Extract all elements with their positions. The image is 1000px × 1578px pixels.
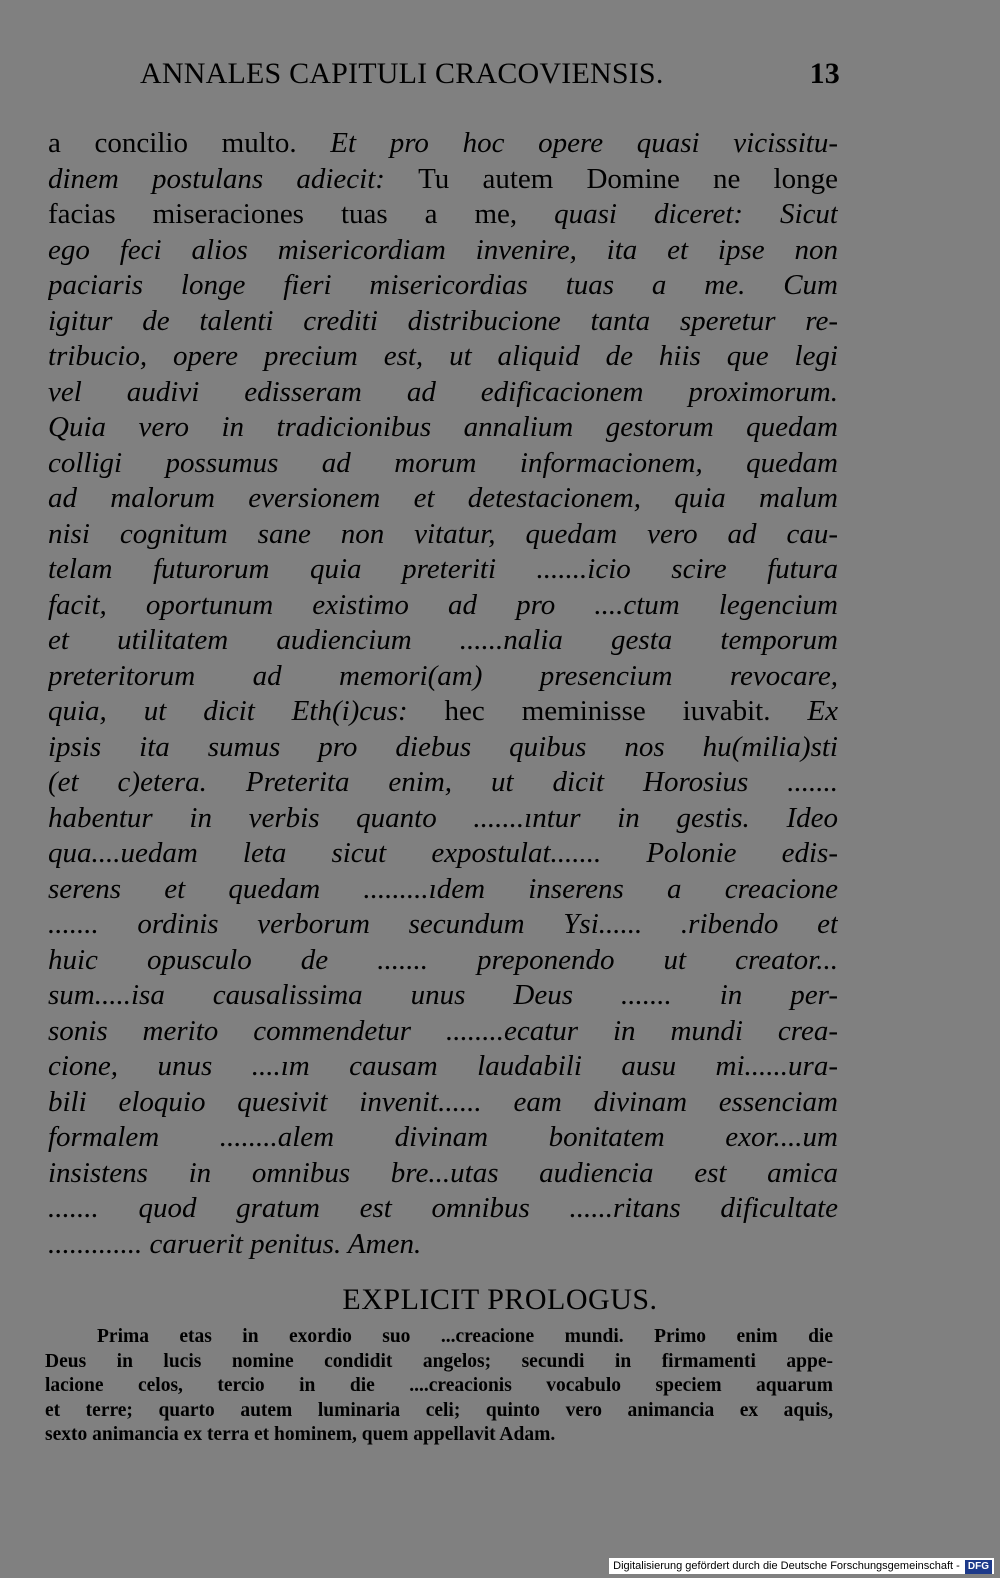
text-line: [48, 1085, 838, 1121]
italic-segment: sum.....isa causalissima unus Deus ....... in per-: [48, 979, 838, 1011]
text-line: [48, 872, 838, 908]
italic-segment: ego feci alios misericordiam invenire, ita et ipse non: [48, 233, 838, 266]
italic-segment: formalem ........alem divinam bonitatem exor....um: [48, 1121, 838, 1153]
italic-segment: quia, ut dicit Eth(i)cus:: [48, 695, 445, 727]
text-line: [48, 836, 838, 872]
italic-segment: colligi possumus ad morum informacionem, quedam: [48, 446, 838, 479]
text-line: [48, 304, 838, 340]
text-line: [48, 375, 838, 411]
roman-segment: Tu autem Domine ne longe: [418, 162, 838, 195]
footnote-line: Prima etas in exordio suo ...creacione mundi. Primo enim die: [97, 1326, 833, 1347]
footnote-line: lacione celos, tercio in die ....creacionis vocabulo speciem aquarum: [45, 1375, 833, 1396]
footnote-line: Deus in lucis nomine condidit angelos; secundi in firmamenti appe-: [45, 1350, 833, 1372]
italic-segment: habentur in verbis quanto .......ıntur in gestis. Ideo: [48, 801, 838, 834]
text-line: [48, 1049, 838, 1085]
italic-segment: huic opusculo de ....... preponendo ut creator...: [48, 943, 838, 976]
running-title: ANNALES CAPITULI CRACOVIENSIS.: [140, 57, 664, 90]
italic-segment: ipsis ita sumus pro diebus quibus nos hu(milia)sti: [48, 730, 838, 763]
italic-segment: ............. caruerit penitus. Amen.: [48, 1227, 422, 1260]
text-line: [48, 162, 838, 198]
dfg-credit-bar: [609, 1558, 994, 1574]
italic-segment: ....... ordinis verborum secundum Ysi...... .ribendo et: [48, 908, 838, 940]
text-line: [48, 268, 838, 304]
italic-segment: cione, unus ....ım causam laudabili ausu mi......ura-: [48, 1050, 838, 1082]
text-line: [48, 552, 838, 588]
prologue-text: [48, 126, 838, 1262]
footnote-line: sexto animancia ex terra et hominem, quem appellavit Adam.: [45, 1424, 556, 1445]
italic-segment: paciaris longe fieri misericordias tuas a me. Cum: [48, 269, 838, 301]
text-line: [48, 694, 838, 730]
text-line: [48, 339, 838, 375]
italic-segment: serens et quedam .........ıdem inserens a creacione: [48, 872, 838, 905]
italic-segment: qua....uedam leta sicut expostulat....... Polonie edis-: [48, 837, 838, 869]
text-line: [48, 1120, 838, 1156]
text-line: [48, 623, 838, 659]
text-line: [48, 197, 838, 233]
text-line: [48, 1014, 838, 1050]
text-line: [48, 1156, 838, 1192]
text-line: [48, 446, 838, 482]
text-line: [48, 730, 838, 766]
text-line: [48, 481, 838, 517]
italic-segment: quasi diceret: Sicut: [554, 198, 838, 230]
italic-segment: Ex: [807, 695, 838, 727]
text-line: [48, 233, 838, 269]
roman-segment: facias miseraciones tuas a me,: [48, 198, 555, 230]
text-line: [48, 943, 838, 979]
italic-segment: ad malorum eversionem et detestacionem, quia malum: [48, 482, 838, 514]
italic-segment: et utilitatem audiencium ......nalia gesta temporum: [48, 624, 838, 656]
italic-segment: vel audivi edisseram ad edificacionem proximorum.: [48, 375, 838, 408]
italic-segment: Et pro hoc opere quasi vicissitu-: [330, 127, 838, 159]
italic-segment: bili eloquio quesivit invenit...... eam divinam essenciam: [48, 1085, 838, 1118]
text-line: [48, 517, 838, 553]
roman-segment: hec meminisse iuvabit.: [444, 695, 808, 727]
text-line: [48, 126, 838, 162]
explicit-heading: EXPLICIT PROLOGUS.: [342, 1283, 658, 1316]
text-line: [48, 659, 838, 695]
italic-segment: (et c)etera. Preterita enim, ut dicit Horosius .......: [48, 766, 838, 798]
text-line: [48, 907, 838, 943]
italic-segment: dinem postulans adiecit:: [48, 162, 419, 195]
italic-segment: igitur de talenti crediti distribucione tanta speretur re-: [48, 304, 838, 337]
italic-segment: telam futurorum quia preteriti .......icio scire futura: [48, 553, 838, 585]
footnote-line: et terre; quarto autem luminaria celi; quinto vero animancia ex aquis,: [45, 1399, 833, 1421]
italic-segment: insistens in omnibus bre...utas audiencia est amica: [48, 1156, 838, 1189]
text-line: [48, 1191, 838, 1227]
running-header: [140, 52, 840, 96]
page-number: 13: [809, 57, 840, 90]
text-line: [48, 801, 838, 837]
italic-segment: tribucio, opere precium est, ut aliquid de hiis que legi: [48, 340, 838, 372]
italic-segment: sonis merito commendetur ........ecatur in mundi crea-: [48, 1014, 838, 1047]
text-line: [48, 588, 838, 624]
dfg-logo: DFG: [965, 1560, 992, 1574]
text-line: [48, 765, 838, 801]
funding-credit-text: Digitalisierung gefördert durch die Deutsche Forschungsgemeinschaft -: [613, 1560, 960, 1572]
text-line: [48, 1227, 838, 1263]
roman-segment: a concilio multo.: [48, 127, 331, 159]
text-line: [48, 978, 838, 1014]
italic-segment: preteritorum ad memori(am) presencium revocare,: [48, 659, 838, 692]
italic-segment: Quia vero in tradicionibus annalium gestorum quedam: [48, 411, 838, 443]
text-line: [48, 410, 838, 446]
italic-segment: facit, oportunum existimo ad pro ....ctum legencium: [48, 588, 838, 621]
italic-segment: ....... quod gratum est omnibus ......ritans dificultate: [48, 1192, 838, 1224]
italic-segment: nisi cognitum sane non vitatur, quedam vero ad cau-: [48, 517, 838, 550]
footnote-paragraph: [45, 1325, 833, 1448]
